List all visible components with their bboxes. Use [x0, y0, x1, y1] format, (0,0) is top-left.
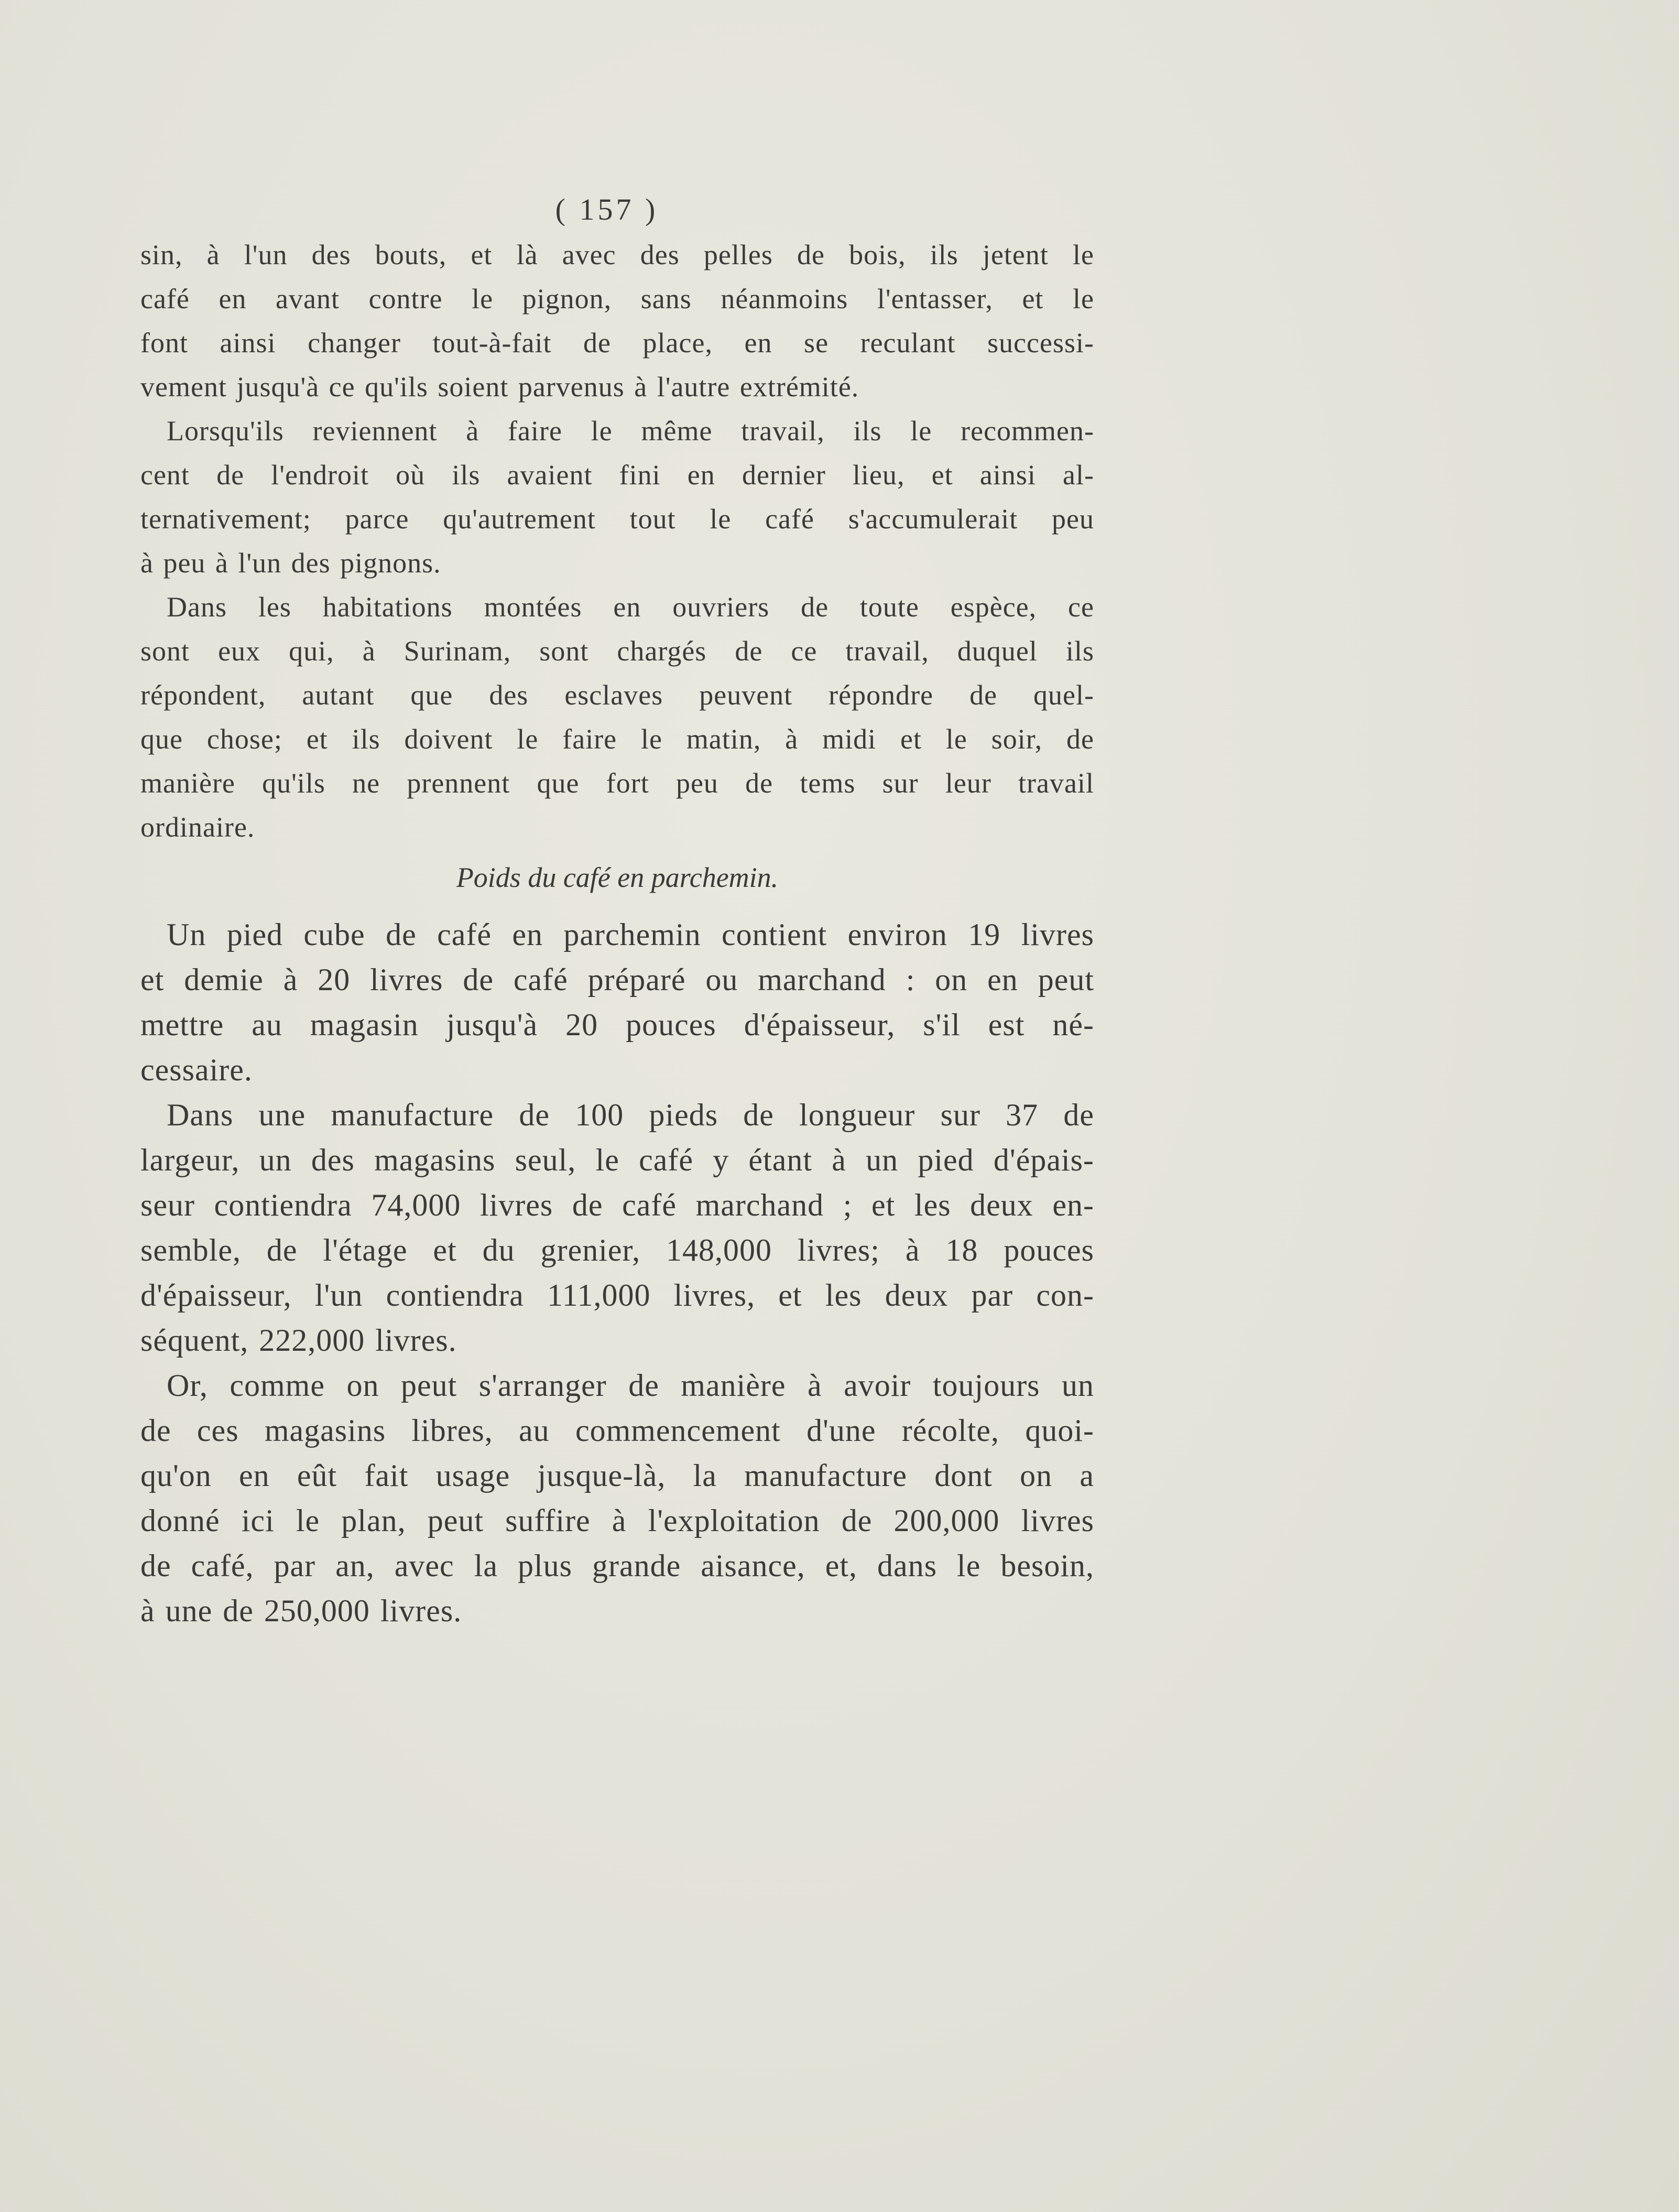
text-line: Lorsqu'ils reviennent à faire le même travail, ils le recommen-: [167, 415, 1094, 447]
text-line: sin, à l'un des bouts, et là avec des pelles de bois, ils jetent le: [140, 239, 1094, 270]
paragraph: [140, 1092, 1094, 1363]
text-line: sont eux qui, à Surinam, sont chargés de ce travail, duquel ils: [140, 635, 1094, 667]
text-line: largeur, un des magasins seul, le café y étant à un pied d'épais-: [140, 1143, 1094, 1177]
text-line: cent de l'endroit où ils avaient fini en dernier lieu, et ainsi al-: [140, 459, 1094, 491]
text-line: ternativement; parce qu'autrement tout le café s'accumulerait peu: [140, 503, 1094, 535]
text-line: café en avant contre le pignon, sans néanmoins l'entasser, et le: [140, 283, 1094, 315]
text-line: semble, de l'étage et du grenier, 148,000 livres; à 18 pouces: [140, 1233, 1094, 1267]
text-line: d'épaisseur, l'un contiendra 111,000 livres, et les deux par con-: [140, 1278, 1094, 1313]
text-line: manière qu'ils ne prennent que fort peu de tems sur leur travail: [140, 767, 1094, 799]
paragraph: [140, 585, 1094, 849]
text-line: séquent, 222,000 livres.: [140, 1323, 457, 1358]
text-line: Dans les habitations montées en ouvriers de toute espèce, ce: [167, 591, 1094, 623]
page-number: ( 157 ): [555, 192, 659, 226]
text-line: à peu à l'un des pignons.: [140, 547, 441, 579]
text-line: vement jusqu'à ce qu'ils soient parvenus à l'autre extrémité.: [140, 371, 859, 403]
text-line: de café, par an, avec la plus grande aisance, et, dans le besoin,: [140, 1548, 1094, 1583]
paragraph: [140, 912, 1094, 1092]
text-line: font ainsi changer tout-à-fait de place, en se reculant successi-: [140, 327, 1094, 359]
text-line: Un pied cube de café en parchemin contient environ 19 livres: [167, 917, 1094, 952]
text-line: mettre au magasin jusqu'à 20 pouces d'épaisseur, s'il est né-: [140, 1007, 1094, 1042]
text-line: seur contiendra 74,000 livres de café marchand ; et les deux en-: [140, 1188, 1094, 1222]
page-text: [140, 189, 1094, 1633]
paragraph: [140, 1363, 1094, 1633]
text-line: ordinaire.: [140, 811, 255, 843]
text-line: donné ici le plan, peut suffire à l'exploitation de 200,000 livres: [140, 1503, 1094, 1538]
text-line: et demie à 20 livres de café préparé ou marchand : on en peut: [140, 962, 1094, 997]
section-title: Poids du café en parchemin.: [456, 862, 779, 893]
text-line: à une de 250,000 livres.: [140, 1593, 462, 1628]
paragraph: [140, 409, 1094, 585]
text-line: répondent, autant que des esclaves peuvent répondre de quel-: [140, 679, 1094, 711]
text-line: qu'on en eût fait usage jusque-là, la manufacture dont on a: [140, 1458, 1094, 1493]
text-line: Or, comme on peut s'arranger de manière à avoir toujours un: [167, 1368, 1094, 1403]
text-line: que chose; et ils doivent le faire le matin, à midi et le soir, de: [140, 723, 1094, 755]
section-body: [140, 912, 1094, 1633]
text-line: de ces magasins libres, au commencement d'une récolte, quoi-: [140, 1413, 1094, 1448]
paragraph: [140, 233, 1094, 409]
text-line: cessaire.: [140, 1053, 253, 1087]
text-line: Dans une manufacture de 100 pieds de longueur sur 37 de: [167, 1098, 1094, 1132]
